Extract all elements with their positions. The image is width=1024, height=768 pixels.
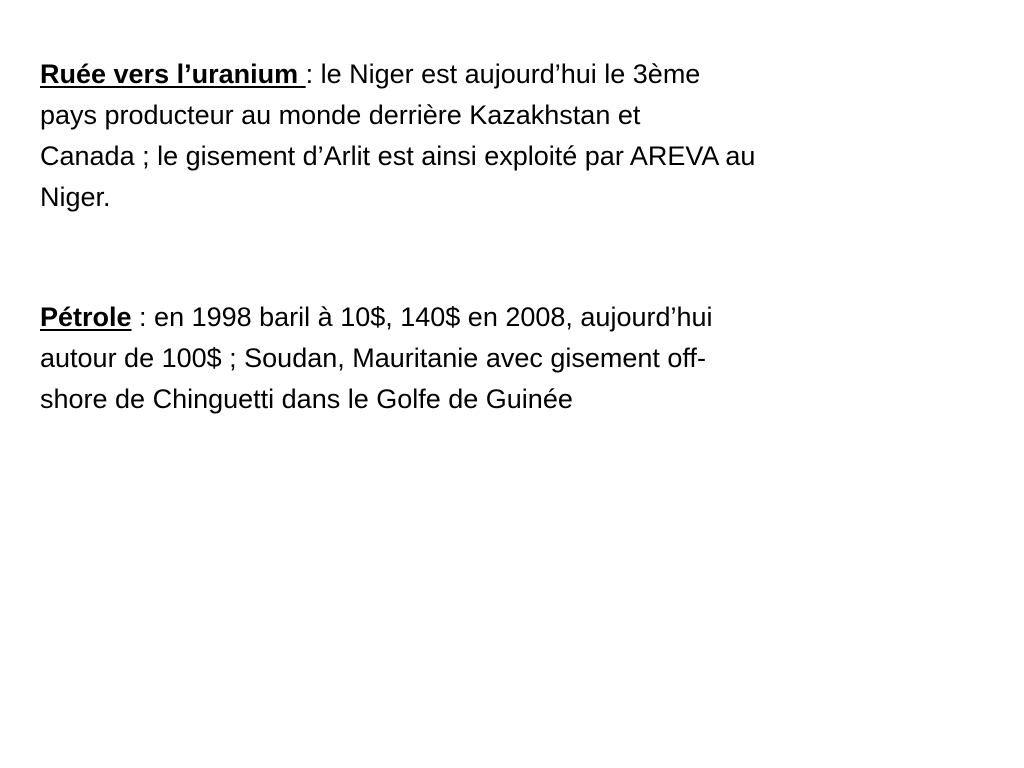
heading-uranium: Ruée vers l’uranium [40,59,306,89]
paragraph-petrole [40,297,713,420]
paragraph-text: : en 1998 baril à 10$, 140$ en 2008, aujourd’hui [131,302,713,332]
paragraph-line: pays producteur au monde derrière Kazakhstan et [40,100,641,130]
paragraph-line: Canada ; le gisement d’Arlit est ainsi exploité par AREVA au [40,141,756,171]
paragraph-line: Niger. [40,182,111,212]
paragraph-line [40,54,755,95]
paragraph-uranium [40,54,755,218]
paragraph-line: shore de Chinguetti dans le Golfe de Guinée [40,384,573,414]
heading-petrole: Pétrole [40,302,132,332]
paragraph-text: : le Niger est aujourd’hui le 3ème [305,59,701,89]
paragraph-line: autour de 100$ ; Soudan, Mauritanie avec gisement off- [40,343,706,373]
paragraph-line [40,297,713,338]
